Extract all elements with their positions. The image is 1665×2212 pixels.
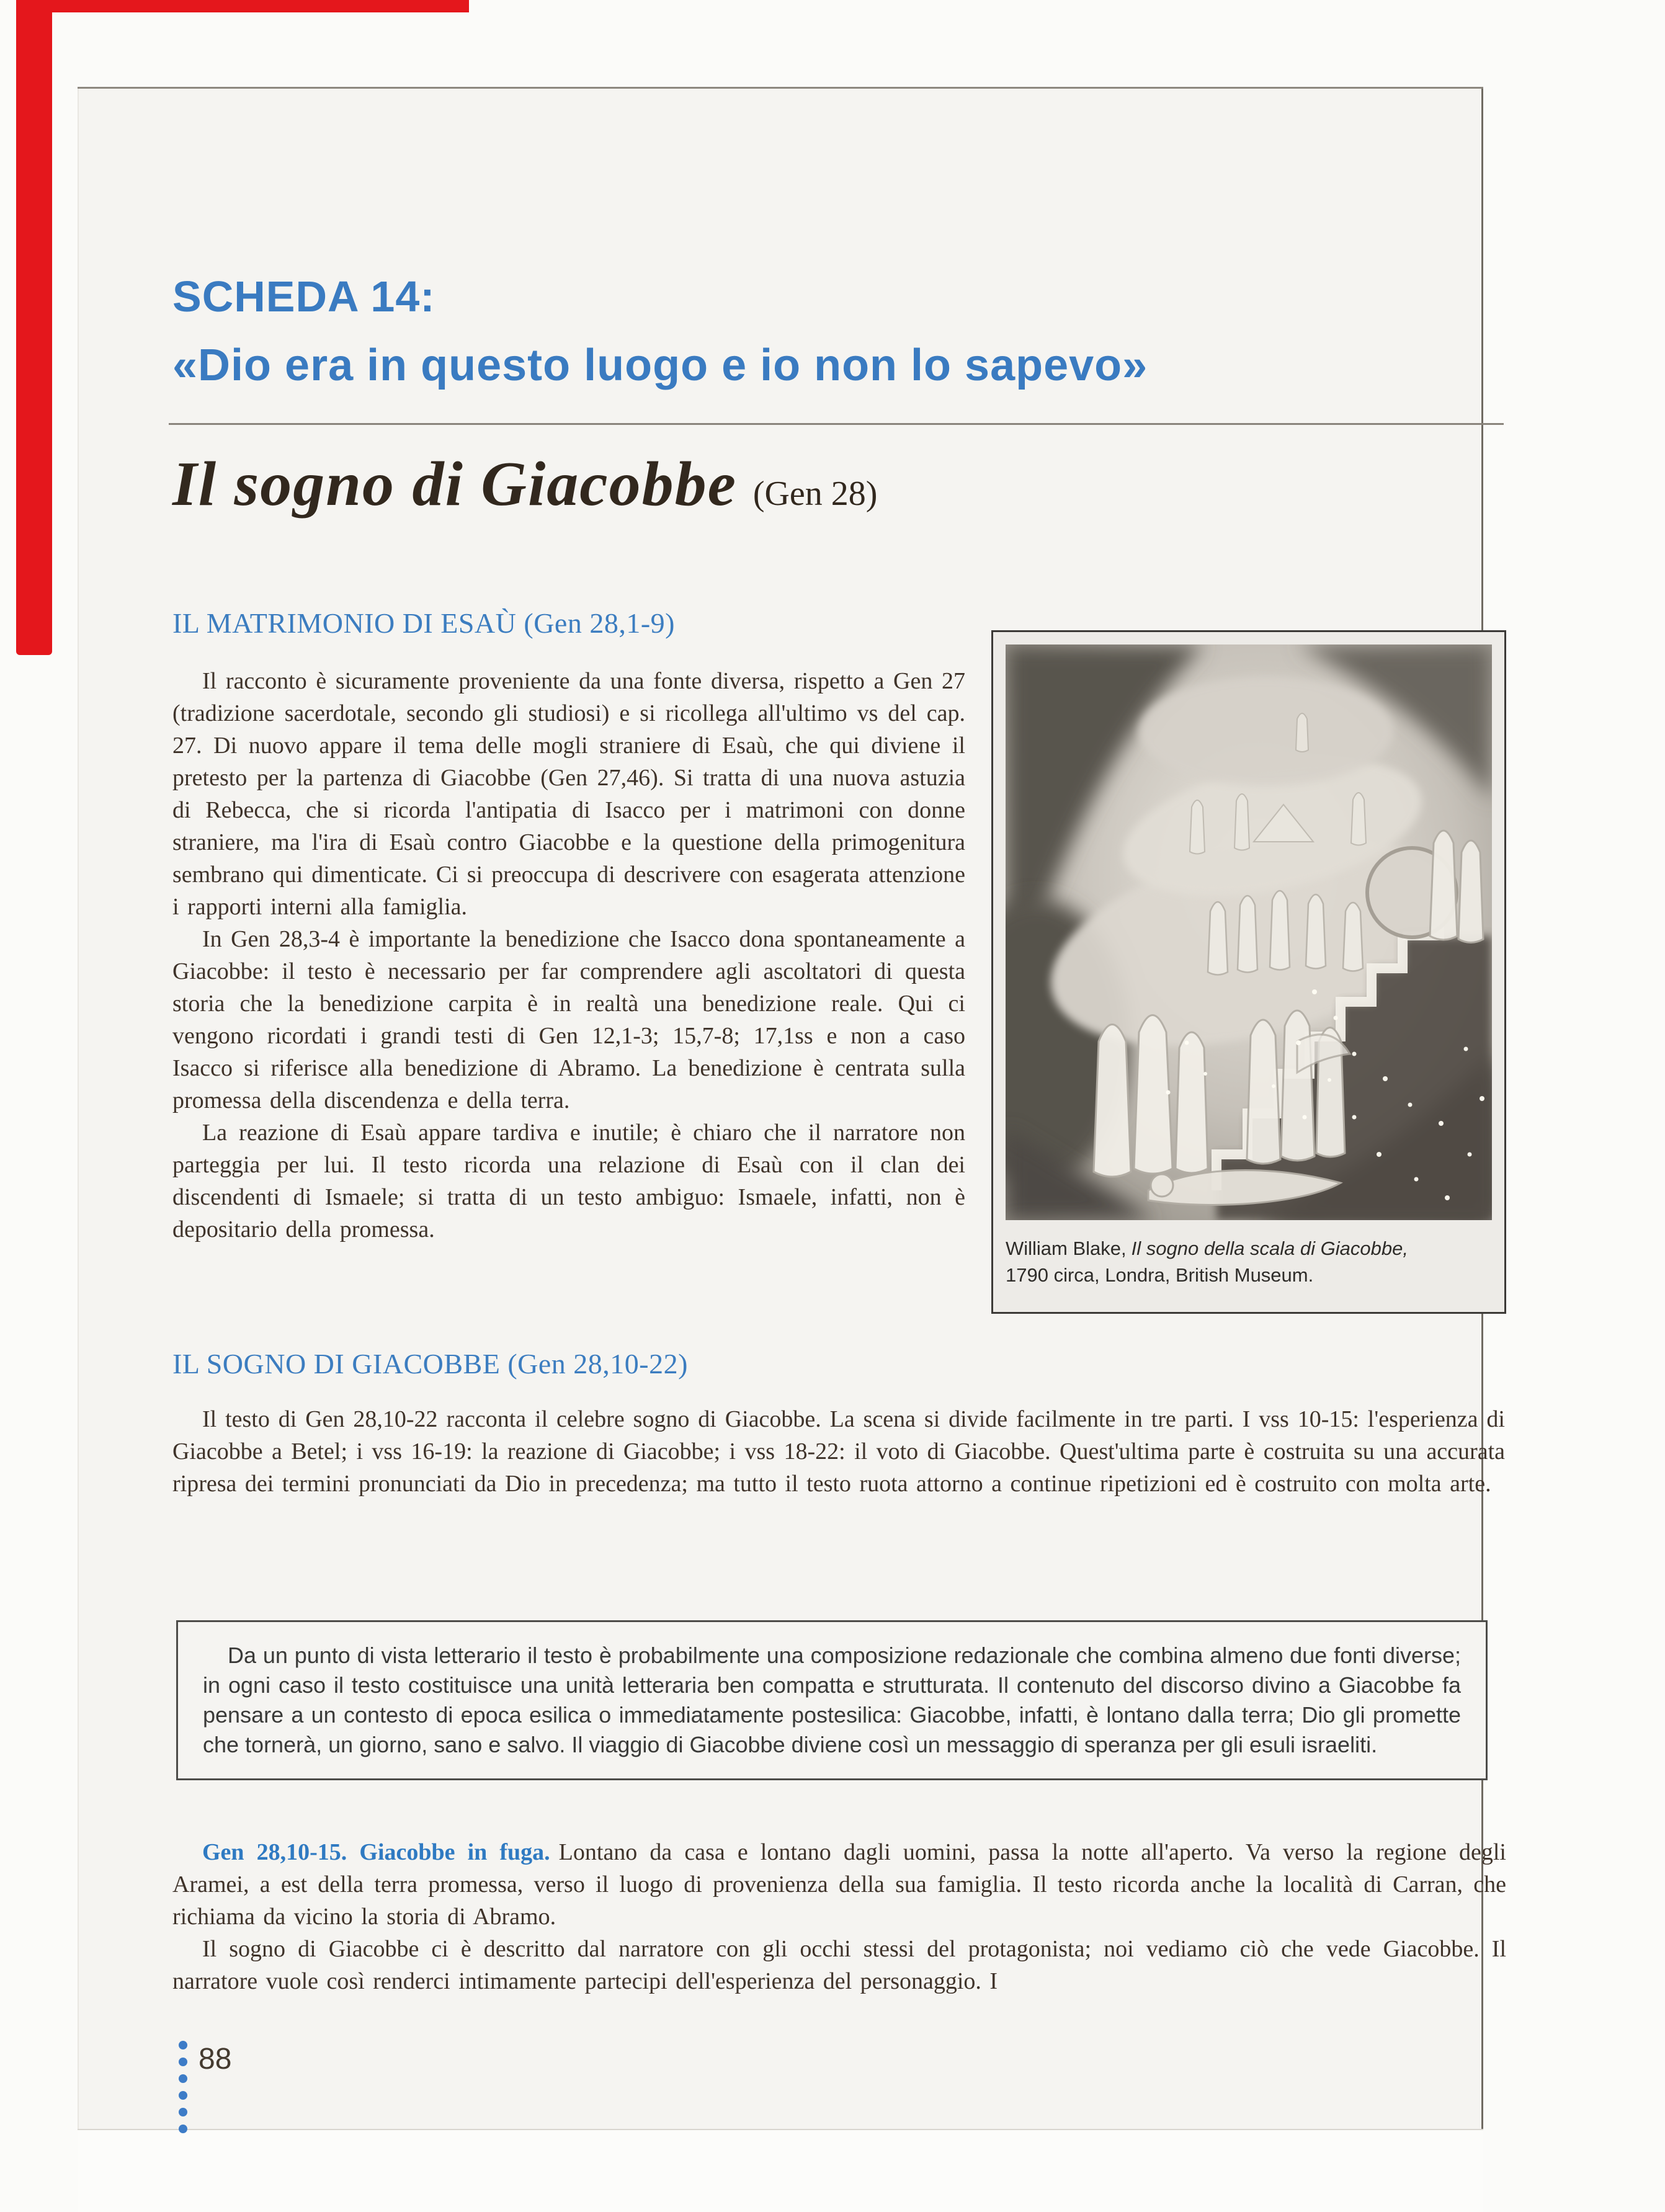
paragraph: Il testo di Gen 28,10-22 racconta il celebre sogno di Giacobbe. La scena si divide facilmente in tre parti. I vss 10-15: l'esperienza di Giacobbe a Betel; i vss 16-19: la reazione di Giacobbe; i vss 18-22: il voto di Giacobbe. Quest'ultima parte è costruita su una accurata ripresa dei termini pronunciati da Dio in precedenza; ma tutto il testo ruota attorno a continue ripetizioni ed è costruito con molta arte. xyxy=(172,1406,1505,1497)
section-heading-sogno-giacobbe: IL SOGNO DI GIACOBBE (Gen 28,10-22) xyxy=(172,1348,688,1380)
left-column-text xyxy=(172,665,965,1246)
caption-artist: William Blake, xyxy=(1006,1238,1127,1259)
page-number: 88 xyxy=(199,2043,232,2076)
scheda-kicker: SCHEDA 14: xyxy=(172,272,435,321)
dot-icon xyxy=(179,2108,187,2116)
caption-artwork-title: Il sogno della scala di Giacobbe, xyxy=(1131,1238,1408,1259)
dot-icon xyxy=(179,2041,187,2049)
dot-icon xyxy=(179,2058,187,2066)
literary-note-box xyxy=(176,1620,1488,1780)
paragraph: In Gen 28,3-4 è importante la benedizione che Isacco dona spontaneamente a Giacobbe: il testo è necessario per far comprendere agli ascoltatori di questa storia che la benedizione carpita è in realtà una benedizione reale. Qui ci vengono ricordati i grandi testi di Gen 12,1-3; 15,7-8; 17,1ss e non a caso Isacco si riferisce alla benedizione di Abramo. La benedizione è centrata sulla promessa della discendenza e della terra. xyxy=(172,926,965,1113)
scanner-background-bottom xyxy=(78,2129,1483,2212)
closing-text xyxy=(172,1836,1506,1997)
dot-icon xyxy=(179,2074,187,2083)
chapter-title-reference: (Gen 28) xyxy=(752,475,878,513)
verse-lead-label: Gen 28,10-15. Giacobbe in fuga. xyxy=(202,1839,550,1865)
full-width-text xyxy=(172,1403,1505,1500)
chapter-title-text: Il sogno di Giacobbe xyxy=(172,449,737,519)
closing-sentence: Lontano da casa e lontano dagli uomini, passa la notte all'aperto. Va verso la regione degli Aramei, a est della terra promessa, verso il luogo di provenienza della sua famiglia. Il testo ricorda anche la località di Carran, che richiama da vicino la storia di Abramo. xyxy=(172,1839,1506,1930)
note-box-text: Da un punto di vista letterario il testo è probabilmente una composizione redazionale che combina almeno due fonti diverse; in ogni caso il testo costituisce una unità letteraria ben compatta e strutturata. Il contenuto del discorso divino a Giacobbe fa pensare a un contesto di epoca esilica o immediatamente postesilica: Giacobbe, infatti, è lontano dalla terra; Dio gli promette che tornerà, un giorno, sano e salvo. Il viaggio di Giacobbe diviene così un messaggio di speranza per gli esuli israeliti. xyxy=(203,1643,1461,1757)
red-edge-mark-vertical xyxy=(16,0,52,655)
figure-blake-jacobs-ladder xyxy=(991,630,1506,1314)
red-edge-mark-horizontal xyxy=(16,0,469,12)
section-heading-matrimonio-esau: IL MATRIMONIO DI ESAÙ (Gen 28,1-9) xyxy=(172,607,675,639)
paragraph: Il racconto è sicuramente proveniente da una fonte diversa, rispetto a Gen 27 (tradizione sacerdotale, secondo gli studiosi) e si ricollega all'ultimo vs del cap. 27. Di nuovo appare il tema delle mogli straniere di Esaù, che qui diviene il pretesto per la partenza di Giacobbe (Gen 27,46). Si tratta di una nuova astuzia di Rebecca, che si ricorda l'antipatia di Isacco per i matrimoni con donne straniere, ma l'ira di Esaù contro Giacobbe e la questione della primogenitura sembrano qui dimenticate. Ci si preoccupa di descrivere con esagerata attenzione i rapporti interni alla famiglia. xyxy=(172,668,965,920)
figure-caption xyxy=(1006,1235,1492,1288)
dot-icon xyxy=(179,2125,187,2133)
paragraph xyxy=(172,1836,1506,1933)
jacobs-ladder-painting-image xyxy=(1006,644,1492,1220)
dot-icon xyxy=(179,2091,187,2100)
caption-details: 1790 circa, Londra, British Museum. xyxy=(1006,1264,1314,1286)
paragraph: Il sogno di Giacobbe ci è descritto dal narratore con gli occhi stessi del protagonista; noi vediamo ciò che vede Giacobbe. Il narratore vuole così renderci intimamente partecipi dell'esperienza del personaggio. I xyxy=(172,1936,1506,1994)
scheda-headline: «Dio era in questo luogo e io non lo sapevo» xyxy=(172,341,1148,390)
chapter-title xyxy=(172,448,877,520)
footer-dot-column xyxy=(179,2041,187,2141)
header-rule xyxy=(169,423,1504,425)
paragraph: La reazione di Esaù appare tardiva e inutile; è chiaro che il narratore non parteggia per lui. Il testo ricorda una relazione di Esaù con il clan dei discendenti di Ismaele; si tratta di un testo ambiguo: Ismaele, infatti, non è depositario della promessa. xyxy=(172,1120,965,1242)
